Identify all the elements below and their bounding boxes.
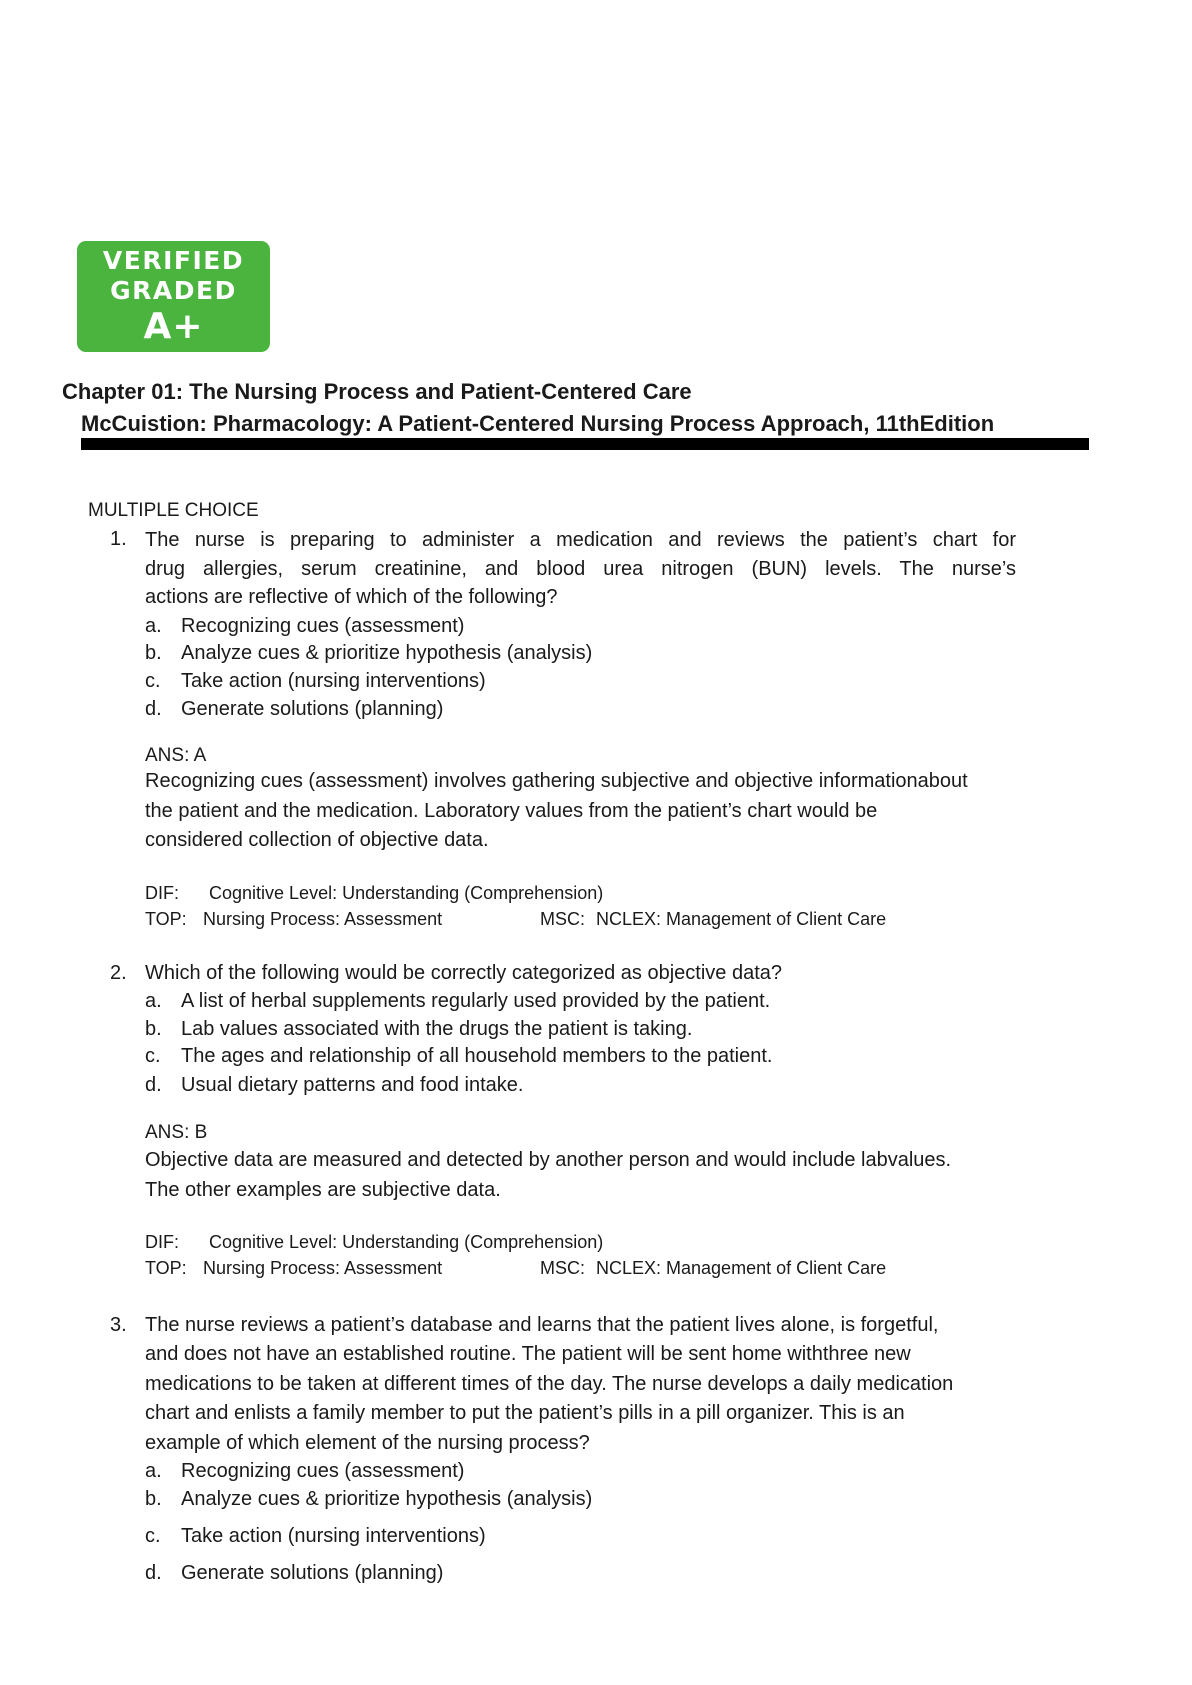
top-label: TOP: xyxy=(145,1258,187,1278)
verified-graded-badge xyxy=(77,241,270,352)
option-letter: c. xyxy=(145,1525,161,1547)
question-stem-line: example of which element of the nursing process? xyxy=(145,1432,590,1454)
option-text: Take action (nursing interventions) xyxy=(181,670,486,692)
option-letter: c. xyxy=(145,1045,161,1067)
option-text: A list of herbal supplements regularly used provided by the patient. xyxy=(181,990,771,1012)
rationale-line: Objective data are measured and detected by another person and would include labvalues. xyxy=(145,1149,952,1171)
option-text: Usual dietary patterns and food intake. xyxy=(181,1074,524,1096)
question-stem-line: and does not have an established routine. The patient will be sent home withthree new xyxy=(145,1343,911,1365)
rationale-line: considered collection of objective data. xyxy=(145,829,489,851)
question-stem-line: drug allergies, serum creatinine, and blood urea nitrogen (BUN) levels. The nurse’s xyxy=(145,558,1016,580)
question-stem-line: The nurse is preparing to administer a medication and reviews the patient’s chart for xyxy=(145,529,1016,551)
option-text: Recognizing cues (assessment) xyxy=(181,615,465,637)
badge-line-verified: VERIFIED xyxy=(102,246,245,275)
dif-value: Cognitive Level: Understanding (Comprehension) xyxy=(209,883,604,903)
answer-key: ANS: B xyxy=(145,1122,208,1143)
rationale-line: Recognizing cues (assessment) involves gathering subjective and objective informationabout xyxy=(145,770,968,792)
option-letter: d. xyxy=(145,1074,162,1096)
question-stem-line: The nurse reviews a patient’s database and learns that the patient lives alone, is forgetful, xyxy=(145,1314,939,1336)
question-stem-line: Which of the following would be correctly categorized as objective data? xyxy=(145,962,783,984)
option-text: The ages and relationship of all household members to the patient. xyxy=(181,1045,773,1067)
option-text: Generate solutions (planning) xyxy=(181,1562,444,1584)
option-letter: b. xyxy=(145,1488,162,1510)
option-letter: a. xyxy=(145,990,162,1012)
book-title: McCuistion: Pharmacology: A Patient-Centered Nursing Process Approach, 11thEdition xyxy=(81,411,995,436)
option-text: Lab values associated with the drugs the patient is taking. xyxy=(181,1018,693,1040)
badge-line-grade: A+ xyxy=(143,306,204,347)
option-text: Take action (nursing interventions) xyxy=(181,1525,486,1547)
dif-label: DIF: xyxy=(145,1232,179,1252)
top-value: Nursing Process: Assessment xyxy=(203,1258,443,1278)
option-letter: a. xyxy=(145,615,162,637)
msc-label: MSC: xyxy=(540,1258,585,1278)
question-stem-line: medications to be taken at different times of the day. The nurse develops a daily medication xyxy=(145,1373,954,1395)
option-text: Analyze cues & prioritize hypothesis (analysis) xyxy=(181,1488,593,1510)
question-number: 2. xyxy=(110,962,127,984)
option-letter: a. xyxy=(145,1460,162,1482)
dif-label: DIF: xyxy=(145,883,179,903)
rationale-line: The other examples are subjective data. xyxy=(145,1179,501,1201)
option-text: Generate solutions (planning) xyxy=(181,698,444,720)
header-divider xyxy=(81,438,1089,450)
option-letter: c. xyxy=(145,670,161,692)
rationale-line: the patient and the medication. Laboratory values from the patient’s chart would be xyxy=(145,800,878,822)
section-heading: MULTIPLE CHOICE xyxy=(88,500,259,521)
question-stem-line: chart and enlists a family member to put the patient’s pills in a pill organizer. This is an xyxy=(145,1402,905,1424)
top-label: TOP: xyxy=(145,909,187,929)
answer-key: ANS: A xyxy=(145,745,207,766)
msc-value: NCLEX: Management of Client Care xyxy=(596,1258,887,1278)
badge-line-graded: GRADED xyxy=(110,276,237,305)
option-text: Recognizing cues (assessment) xyxy=(181,1460,465,1482)
msc-label: MSC: xyxy=(540,909,585,929)
question-stem-line: actions are reflective of which of the following? xyxy=(145,586,558,608)
option-letter: d. xyxy=(145,1562,162,1584)
option-letter: d. xyxy=(145,698,162,720)
chapter-title: Chapter 01: The Nursing Process and Patient-Centered Care xyxy=(62,379,692,404)
dif-value: Cognitive Level: Understanding (Comprehension) xyxy=(209,1232,604,1252)
option-letter: b. xyxy=(145,1018,162,1040)
option-text: Analyze cues & prioritize hypothesis (analysis) xyxy=(181,642,593,664)
question-number: 1. xyxy=(110,528,127,550)
option-letter: b. xyxy=(145,642,162,664)
question-number: 3. xyxy=(110,1314,127,1336)
top-value: Nursing Process: Assessment xyxy=(203,909,443,929)
msc-value: NCLEX: Management of Client Care xyxy=(596,909,887,929)
